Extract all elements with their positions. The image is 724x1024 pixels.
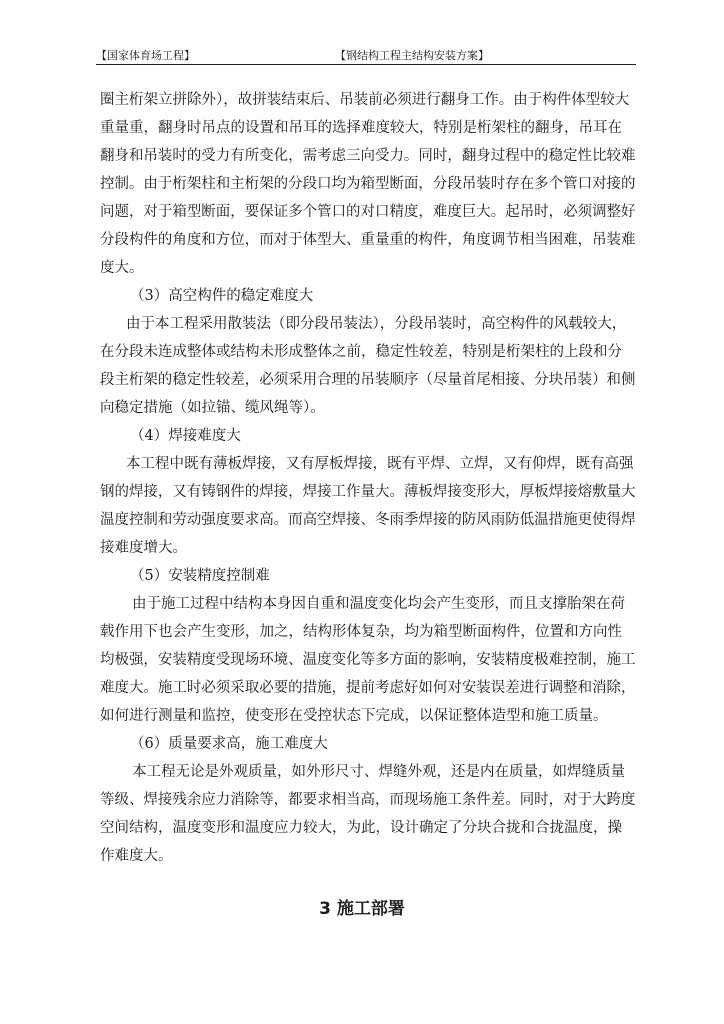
subsection-heading: （4）焊接难度大	[130, 428, 241, 444]
text-line: 分段构件的角度和方位，而对于体型大、重量重的构件，角度调节相当困难，吊装难	[100, 232, 636, 248]
text-line: 圈主桁架立拼除外），故拼装结束后、吊装前必须进行翻身工作。由于构件体型较大	[100, 92, 630, 108]
text-line: 等级、焊接残余应力消除等，都要求相当高，而现场施工条件差。同时，对于大跨度	[100, 792, 636, 808]
subsection-heading: （3）高空构件的稳定难度大	[130, 288, 314, 304]
text-line: 空间结构，温度变形和温度应力较大，为此，设计确定了分块合拢和合拢温度，操	[100, 820, 622, 836]
header-document-title: 【钢结构工程主结构安装方案】	[335, 49, 489, 62]
text-line: 温度控制和劳动强度要求高。而高空焊接、冬雨季焊接的防风雨防低温措施更使得焊	[100, 512, 636, 528]
header-project-name: 【国家体育场工程】	[96, 49, 195, 62]
text-line: 问题，对于箱型断面，要保证多个管口的对口精度，难度巨大。起吊时，必须调整好	[100, 204, 636, 220]
text-line: 作难度大。	[100, 848, 173, 864]
text-line: 难度大。施工时必须采取必要的措施，提前考虑好如何对安装误差进行调整和消除，	[100, 680, 636, 696]
text-line: 在分段未连成整体或结构未形成整体之前，稳定性较差，特别是桁架柱的上段和分	[100, 344, 622, 360]
text-line: 均极强，安装精度受现场环境、温度变化等多方面的影响，安装精度极难控制，施工	[100, 652, 636, 668]
text-line: 翻身和吊装时的受力有所变化，需考虑三向受力。同时，翻身过程中的稳定性比较难	[100, 148, 636, 164]
text-line: 本工程中既有薄板焊接，又有厚板焊接，既有平焊、立焊，又有仰焊，既有高强	[126, 456, 634, 472]
text-line: 钢的焊接，又有铸钢件的焊接，焊接工作量大。薄板焊接变形大，厚板焊接熔敷量大	[100, 484, 636, 500]
subsection-heading: （6）质量要求高，施工难度大	[130, 736, 328, 752]
subsection-heading: （5）安装精度控制难	[130, 568, 270, 584]
text-line: 重量重，翻身时吊点的设置和吊耳的选择难度较大，特别是桁架柱的翻身，吊耳在	[100, 120, 622, 136]
text-line: 段主桁架的稳定性较差，必须采用合理的吊装顺序（尽量首尾相接、分块吊装）和侧	[100, 372, 636, 388]
text-line: 由于本工程采用散装法（即分段吊装法），分段吊装时，高空构件的风载较大，	[126, 316, 627, 332]
page-header	[96, 46, 636, 65]
text-line: 控制。由于桁架柱和主桁架的分段口均为箱型断面，分段吊装时存在多个管口对接的	[100, 176, 636, 192]
text-line: 本工程无论是外观质量，如外形尺寸、焊缝外观，还是内在质量，如焊缝质量	[132, 764, 625, 780]
text-line: 由于施工过程中结构本身因自重和温度变化均会产生变形，而且支撑胎架在荷	[132, 596, 625, 612]
section-heading: 3 施工部署	[319, 899, 405, 919]
text-line: 向稳定措施（如拉锚、缆风绳等）。	[100, 400, 325, 416]
text-line: 接难度增大。	[100, 540, 187, 556]
text-line: 度大。	[100, 260, 144, 276]
text-line: 载作用下也会产生变形，加之，结构形体复杂，均为箱型断面构件，位置和方向性	[100, 624, 622, 640]
text-line: 如何进行测量和监控，使变形在受控状态下完成，以保证整体造型和施工质量。	[100, 708, 608, 724]
